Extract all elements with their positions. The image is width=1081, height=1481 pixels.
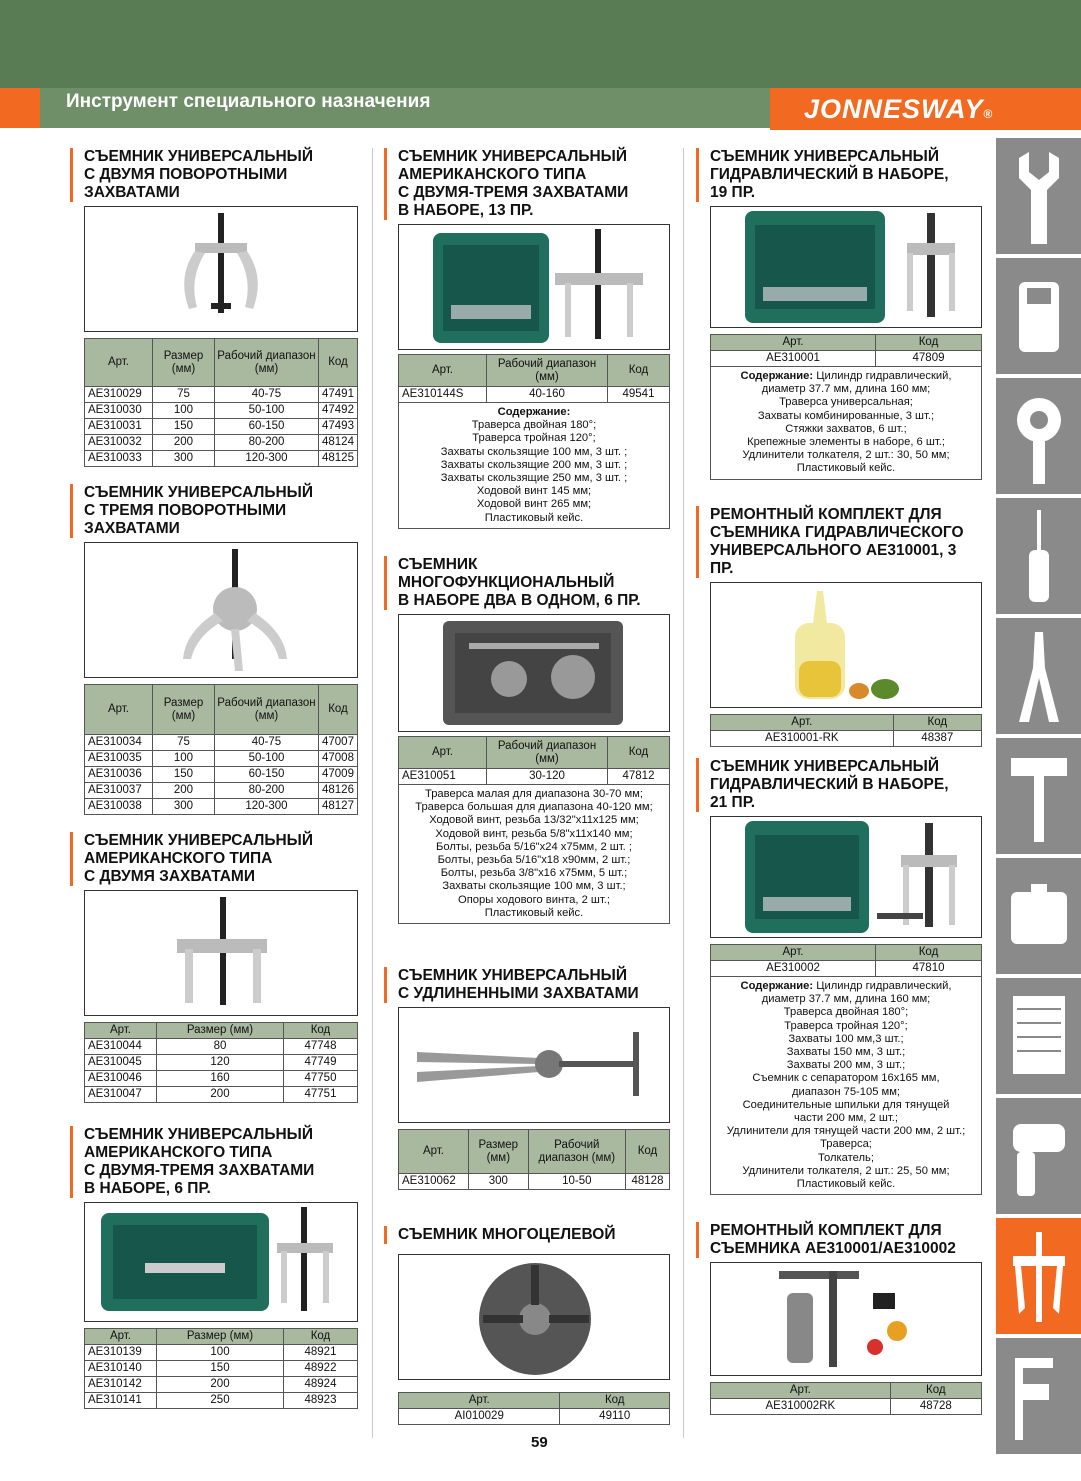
table-row: AE310036 150 60-150 47009: [85, 767, 358, 783]
product-photo: [710, 206, 982, 328]
spec-table: Арт. Размер (мм) Код AE310044 80 47748 AE310045 120 47749 AE310046 160 47750 AE310047 200 47751: [84, 1022, 358, 1103]
table-row: AE310029 75 40-75 47491: [85, 387, 358, 403]
product-photo: [398, 224, 670, 350]
table-row: AE310142 200 48924: [85, 1377, 358, 1393]
table-row: AE310047 200 47751: [85, 1087, 358, 1103]
spec-table: Арт. Размер (мм) Код AE310139 100 48921 AE310140 150 48922 AE310142 200 48924 AE310141 250 48923: [84, 1328, 358, 1409]
product-two-swivel-jaw-puller: [84, 148, 358, 467]
table-row: AE310140 150 48922: [85, 1361, 358, 1377]
pliers-icon[interactable]: [996, 618, 1081, 734]
product-photo: [84, 1202, 358, 1322]
product-title: СЪЕМНИК УНИВЕРСАЛЬНЫЙ С ТРЕМЯ ПОВОРОТНЫМИ ЗАХВАТАМИ: [70, 484, 358, 538]
table-row: AE310037 200 80-200 48126: [85, 783, 358, 799]
tool-cabinet-icon[interactable]: [996, 978, 1081, 1094]
ratchet-icon[interactable]: [996, 378, 1081, 494]
spec-table: Арт. Код AI010029 49110: [398, 1392, 670, 1425]
spec-table: Арт. Код AE310001-RK 48387: [710, 714, 982, 747]
header-accent: [0, 88, 40, 128]
table-row: AE310002RK 48728: [711, 1399, 982, 1415]
product-long-jaw-puller: [398, 967, 670, 1190]
product-photo: [84, 542, 358, 678]
product-photo: [710, 816, 982, 938]
spec-table: Арт. Рабочий диапазон (мм) Код AE310051 30-120 47812: [398, 736, 670, 785]
wrench-icon[interactable]: [996, 138, 1081, 254]
product-photo: [84, 890, 358, 1016]
hammer-icon[interactable]: [996, 738, 1081, 854]
table-row: AE310051 30-120 47812: [399, 769, 670, 785]
product-photo: [710, 582, 982, 708]
product-hydraulic-puller-set-21: [710, 758, 982, 1195]
table-row: AE310044 80 47748: [85, 1039, 358, 1055]
product-photo: [84, 206, 358, 332]
product-title: РЕМОНТНЫЙ КОМПЛЕКТ ДЛЯ СЪЕМНИКА AE310001/AE310002: [696, 1222, 982, 1258]
product-title: СЪЕМНИК УНИВЕРСАЛЬНЫЙ ГИДРАВЛИЧЕСКИЙ В НАБОРЕ, 21 ПР.: [696, 758, 982, 812]
caliper-icon[interactable]: [996, 1338, 1081, 1454]
table-row: AE310144S 40-160 49541: [399, 387, 670, 403]
product-title: СЪЕМНИК МНОГОЦЕЛЕВОЙ: [384, 1226, 670, 1244]
spec-table: Арт. Код AE310002RK 48728: [710, 1382, 982, 1415]
product-photo: [398, 1254, 670, 1380]
product-photo: [398, 1007, 670, 1123]
product-multifunction-puller-set: [398, 556, 670, 924]
product-title: СЪЕМНИК УНИВЕРСАЛЬНЫЙ С УДЛИНЕННЫМИ ЗАХВАТАМИ: [384, 967, 670, 1003]
product-multipurpose-puller: [398, 1226, 670, 1425]
product-title: СЪЕМНИК УНИВЕРСАЛЬНЫЙ С ДВУМЯ ПОВОРОТНЫМИ ЗАХВАТАМИ: [70, 148, 358, 202]
product-title: СЪЕМНИК МНОГОФУНКЦИОНАЛЬНЫЙ В НАБОРЕ ДВА В ОДНОМ, 6 ПР.: [384, 556, 670, 610]
product-photo: [710, 1262, 982, 1376]
product-title: РЕМОНТНЫЙ КОМПЛЕКТ ДЛЯ СЪЕМНИКА ГИДРАВЛИЧЕСКОГО УНИВЕРСАЛЬНОГО AE310001, 3 ПР.: [696, 506, 982, 578]
product-title: СЪЕМНИК УНИВЕРСАЛЬНЫЙ ГИДРАВЛИЧЕСКИЙ В НАБОРЕ, 19 ПР.: [696, 148, 982, 202]
table-row: AE310038 300 120-300 48127: [85, 799, 358, 815]
product-american-puller-set-6: [84, 1126, 358, 1409]
table-row: AE310034 75 40-75 47007: [85, 735, 358, 751]
spec-table: Арт. Рабочий диапазон (мм) Код AE310144S 40-160 49541: [398, 354, 670, 403]
product-american-puller-set-13: [398, 148, 670, 529]
socket-icon[interactable]: [996, 258, 1081, 374]
contents-list: Содержание: Траверса двойная 180°; Траверса тройная 120°; Захваты скользящие 100 мм, 3 шт. ; Захваты скользящие 200 мм, 3 шт. ; Захваты скользящие 250 мм, 3 шт. ; Ходовой винт 145 мм; Ходовой винт 265 мм; Пластиковый кейс.: [398, 403, 670, 529]
table-row: AE310139 100 48921: [85, 1345, 358, 1361]
product-title: СЪЕМНИК УНИВЕРСАЛЬНЫЙ АМЕРИКАНСКОГО ТИПА С ДВУМЯ-ТРЕМЯ ЗАХВАТАМИ В НАБОРЕ, 6 ПР.: [70, 1126, 358, 1198]
table-row: AE310045 120 47749: [85, 1055, 358, 1071]
spec-table: Арт. Размер (мм) Рабочий диапазон (мм) Код AE310029 75 40-75 47491 AE310030 100 50-100 47492 AE310031 150 60-150 47493 AE310032 200 80-200 48124 AE310033 300 120-300 48125: [84, 338, 358, 467]
spec-table: Арт. Размер (мм) Рабочий диапазон (мм) Код AE310034 75 40-75 47007 AE310035 100 50-100 47008 AE310036 150 60-150 47009 AE310037 200 80-200 48126 AE310038 300 120-300 48127: [84, 684, 358, 815]
page-number: 59: [531, 1434, 548, 1451]
column-divider: [372, 148, 373, 1438]
puller-icon[interactable]: [996, 1218, 1081, 1334]
table-row: AE310033 300 120-300 48125: [85, 451, 358, 467]
column-divider: [683, 148, 684, 1438]
product-three-swivel-jaw-puller: [84, 484, 358, 815]
screwdriver-icon[interactable]: [996, 498, 1081, 614]
tool-case-icon[interactable]: [996, 858, 1081, 974]
contents-list: Траверса малая для диапазона 30-70 мм; Траверса большая для диапазона 40-120 мм; Ходовой винт, резьба 13/32"x11x125 мм; Ходовой винт, резьба 5/8"x11x140 мм; Болты, резьба 5/16"x24 x75мм, 2 шт. ; Болты, резьба 5/16"x18 x90мм, 2 шт.; Болты, резьба 3/8"x16 x75мм, 5 шт.; Захваты скользящие 100 мм, 3 шт.; Опоры ходового винта, 2 шт.; Пластиковый кейс.: [398, 785, 670, 924]
product-repair-kit-ae310001: [710, 506, 982, 747]
header-band: [0, 0, 1081, 88]
category-sidebar: [996, 138, 1081, 1481]
table-row: AE310001-RK 48387: [711, 731, 982, 747]
contents-list: Содержание: Цилиндр гидравлический, диаметр 37.7 мм, длина 160 мм; Траверса двойная 180°; Траверса тройная 120°; Захваты 100 мм,3 шт.; Захваты 150 мм, 3 шт.; Захваты 200 мм, 3 шт.; Съемник с сепаратором 16х165 мм, диапазон 75-105 мм; Соединительные шпильки для тянущей части 200 мм, 2 шт.; Удлинители для тянущей части 200 мм, 2 шт.; Траверса; Толкатель; Удлинители толкателя, 2 шт.: 25, 50 мм; Пластиковый кейс.: [710, 977, 982, 1195]
product-american-two-jaw-puller: [84, 832, 358, 1103]
spec-table: Арт. Код AE310002 47810: [710, 944, 982, 977]
spec-table: Арт. Код AE310001 47809: [710, 334, 982, 367]
table-row: AE310001 47809: [711, 351, 982, 367]
table-row: AE310032 200 80-200 48124: [85, 435, 358, 451]
brand-logo: JONNESWAY®: [804, 94, 994, 124]
product-repair-kit-ae310001-ae310002: [710, 1222, 982, 1415]
table-row: AE310035 100 50-100 47008: [85, 751, 358, 767]
product-title: СЪЕМНИК УНИВЕРСАЛЬНЫЙ АМЕРИКАНСКОГО ТИПА С ДВУМЯ ЗАХВАТАМИ: [70, 832, 358, 886]
spec-table: Арт. Размер (мм) Рабочий диапазон (мм) Код AE310062 300 10-50 48128: [398, 1129, 670, 1190]
product-title: СЪЕМНИК УНИВЕРСАЛЬНЫЙ АМЕРИКАНСКОГО ТИПА С ДВУМЯ-ТРЕМЯ ЗАХВАТАМИ В НАБОРЕ, 13 ПР.: [384, 148, 670, 220]
table-row: AE310046 160 47750: [85, 1071, 358, 1087]
table-row: AE310002 47810: [711, 961, 982, 977]
table-row: AE310062 300 10-50 48128: [399, 1174, 670, 1190]
product-photo: [398, 614, 670, 732]
table-row: AE310141 250 48923: [85, 1393, 358, 1409]
page-title: Инструмент специального назначения: [66, 91, 431, 112]
contents-list: Содержание: Цилиндр гидравлический, диаметр 37.7 мм, длина 160 мм; Траверса универсальная; Захваты комбинированные, 3 шт.; Стяжки захватов, 6 шт.; Крепежные элементы в наборе, 6 шт.; Удлинители толкателя, 2 шт.: 30, 50 мм; Пластиковый кейс.: [710, 367, 982, 480]
table-row: AE310030 100 50-100 47492: [85, 403, 358, 419]
product-hydraulic-puller-set-19: [710, 148, 982, 480]
table-row: AE310031 150 60-150 47493: [85, 419, 358, 435]
impact-wrench-icon[interactable]: [996, 1098, 1081, 1214]
table-row: AI010029 49110: [399, 1409, 670, 1425]
